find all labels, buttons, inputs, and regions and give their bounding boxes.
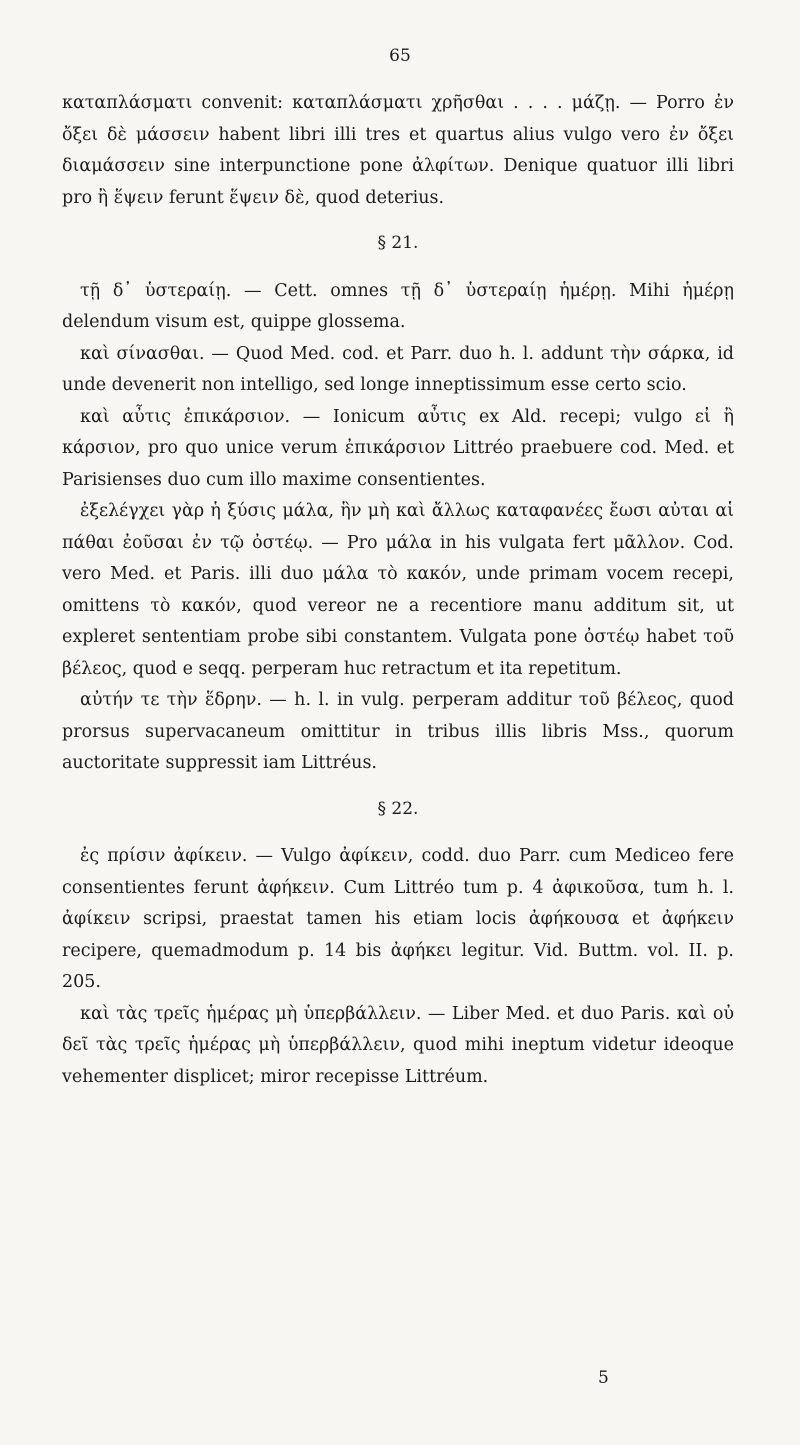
section-heading: § 21. xyxy=(377,233,419,253)
section-heading: § 22. xyxy=(377,798,419,819)
paragraph: καὶ σίνασθαι. — Quod Med. cod. et Parr. duo h. l. addunt τὴν σάρκα, id unde devenerit non intelligo, sed longe inneptissimum esse certo scio. xyxy=(62,343,734,395)
paragraph: αὐτήν τε τὴν ἕδρην. — h. l. in vulg. perperam additur τοῦ βέλεος, quod prorsus supervacaneum omittitur in tribus illis libris Mss., quorum auctoritate suppressit iam Littréus. xyxy=(62,690,734,773)
paragraph: ἐξελέγχει γὰρ ἡ ξύσις μάλα, ἣν μὴ καὶ ἄλλως καταφανέες ἔωσι αὐται αἱ πάθαι ἐοῦσαι ἐν τῷ ὀστέῳ. — Pro μάλα in his vulgata fert μᾶλλον. Cod. vero Med. et Paris. illi duo μάλα τὸ κακόν, unde primam vocem recepi, omittens τὸ κακόν, quod vereor ne a recentiore manu additum sit, ut expleret sententiam probe sibi constantem. Vulgata pone ὀστέῳ habet τοῦ βέλεος, quod e seqq. perperam huc retractum et ita repetitum. xyxy=(62,501,734,679)
signature-mark: 5 xyxy=(598,1368,609,1388)
page-number: 65 xyxy=(389,46,411,66)
paragraph: καὶ τὰς τρεῖς ἡμέρας μὴ ὑπερβάλλειν. — Liber Med. et duo Paris. καὶ οὐ δεῖ τὰς τρεῖς ἡμέρας μὴ ὑπερβάλλειν, quod mihi ineptum videtur ideoque vehementer displicet; miror recepisse Littréum. xyxy=(62,1003,734,1087)
paragraph: τῇ δ᾽ ὑστεραίῃ. — Cett. omnes τῇ δ᾽ ὑστεραίῃ ἡμέρῃ. Mihi ἡμέρῃ delendum visum est, quippe glossema. xyxy=(62,280,734,332)
paragraph: ἐς πρίσιν ἀφίκειν. — Vulgo ἀφίκειν, codd. duo Parr. cum Mediceo fere consentientes ferunt ἀφήκειν. Cum Littréo tum p. 4 ἀφικοῦσα, tum h. l. ἀφίκειν scripsi, praestat tamen his etiam locis ἀφήκουσα et ἀφήκειν recipere, quemadmodum p. 14 bis ἀφήκει legitur. Vid. Buttm. vol. II. p. 205. xyxy=(62,846,734,992)
paragraph: καταπλάσματι convenit: καταπλάσματι χρῆσθαι . . . . μάζῃ. — Porro ἐν ὄξει δὲ μάσσειν habent libri illi tres et quartus alius vulgo vero ἐν ὄξει διαμάσσειν sine interpunctione pone ἀλφίτων. Denique quatuor illi libri pro ἢ ἕψειν ferunt ἕψειν δὲ, quod deterius. xyxy=(62,93,734,208)
page-body xyxy=(62,88,734,1093)
paragraph: καὶ αὖτις ἐπικάρσιον. — Ionicum αὖτις ex Ald. recepi; vulgo εἰ ἢ κάρσιον, pro quo unice verum ἐπικάρσιον Littréo praebuere cod. Med. et Parisienses duo cum illo maxime consentientes. xyxy=(62,406,734,490)
